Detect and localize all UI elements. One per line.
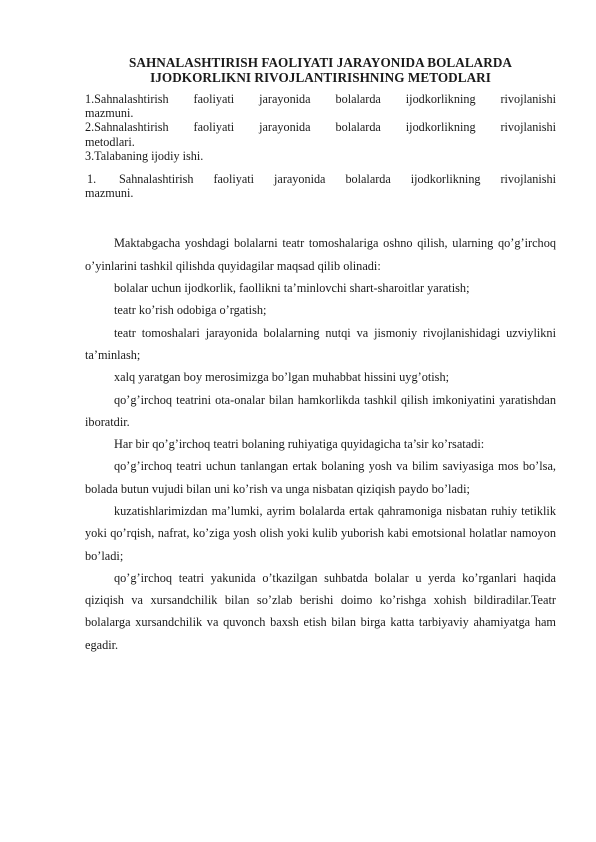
plan-item <box>85 92 556 106</box>
plan-item-number: 2. <box>85 120 95 135</box>
paragraph: qo’g’irchoq teatri yakunida o’tkazilgan suhbatda bolalar u yerda ko’rganlari haqida qiziqish va xursandchilik bilan so’zlab berishi doimo ko’rishga xohish bildiradilar.Teatr bolalarga xursandchilik va quvonch baxsh etish bilan birga katta tarbiyaviy ahamiyatga ham egadir. <box>85 570 556 652</box>
plan-item-number: 3. <box>85 148 95 163</box>
plan-item-text: Sahnalashtirish faoliyati jarayonida bolalarda ijodkorlikning rivojlanishi <box>94 92 556 106</box>
paragraph: Maktabgacha yoshdagi bolalarni teatr tomoshalariga oshno qilish, ularning qo’g’irchoq o’yinlarini tashkil qilishda quyidagilar maqsad qilib olinadi: <box>85 236 556 273</box>
plan-item <box>85 120 556 134</box>
section-title: Sahnalashtirish faoliyati jarayonida bolalarda ijodkorlikning rivojlanishi <box>119 172 556 187</box>
section-heading <box>85 172 556 200</box>
plan-item <box>85 149 556 163</box>
plan-item-text: Talabaning ijodiy ishi. <box>94 148 204 163</box>
body-text <box>85 232 556 656</box>
paragraph: teatr tomoshalari jarayonida bolalarning nutqi va jismoniy rivojlanishidagi uzviylikni ta’minlash; <box>85 325 556 362</box>
plan-item-continuation: metodlari. <box>85 134 135 149</box>
document-page <box>85 55 556 656</box>
paragraph: qo’g’irchoq teatri uchun tanlangan ertak bolaning yosh va bilim saviyasiga mos bo’lsa, bolada butun vujudi bilan uni ko’rish va unga nisbatan qiziqish paydo bo’ladi; <box>85 459 556 496</box>
title-line-2: IJODKORLIKNI RIVOJLANTIRISHNING METODLARI <box>150 70 491 85</box>
paragraph: xalq yaratgan boy merosimizga bo’lgan muhabbat hissini uyg’otish; <box>114 370 450 385</box>
section-title-continuation: mazmuni. <box>85 186 134 201</box>
paragraph: Har bir qo’g’irchoq teatri bolaning ruhiyatiga quyidagicha ta’sir ko’rsatadi: <box>114 437 485 452</box>
lesson-plan <box>85 92 556 163</box>
paragraph: qo’g’irchoq teatrini ota-onalar bilan hamkorlikda tashkil qilish imkoniyatini yaratishdan iboratdir. <box>85 392 556 429</box>
section-number: 1. <box>87 172 97 187</box>
plan-item-number: 1. <box>85 92 95 106</box>
document-title <box>85 55 556 85</box>
title-line-1: SAHNALASHTIRISH FAOLIYATI JARAYONIDA BOLALARDA <box>129 55 512 70</box>
plan-item-continuation: mazmuni. <box>85 106 134 121</box>
paragraph: teatr ko’rish odobiga o’rgatish; <box>114 303 267 318</box>
plan-item-text: Sahnalashtirish faoliyati jarayonida bolalarda ijodkorlikning rivojlanishi <box>94 120 556 135</box>
paragraph: kuzatishlarimizdan ma’lumki, ayrim bolalarda ertak qahramoniga nisbatan ruhiy tetiklik yoki qo’rqish, nafrat, ko’ziga yosh olish yoki kulib yuborish kabi emotsional holatlar namoyon bo’ladi; <box>85 503 556 563</box>
paragraph: bolalar uchun ijodkorlik, faollikni ta’minlovchi shart-sharoitlar yaratish; <box>114 281 470 296</box>
